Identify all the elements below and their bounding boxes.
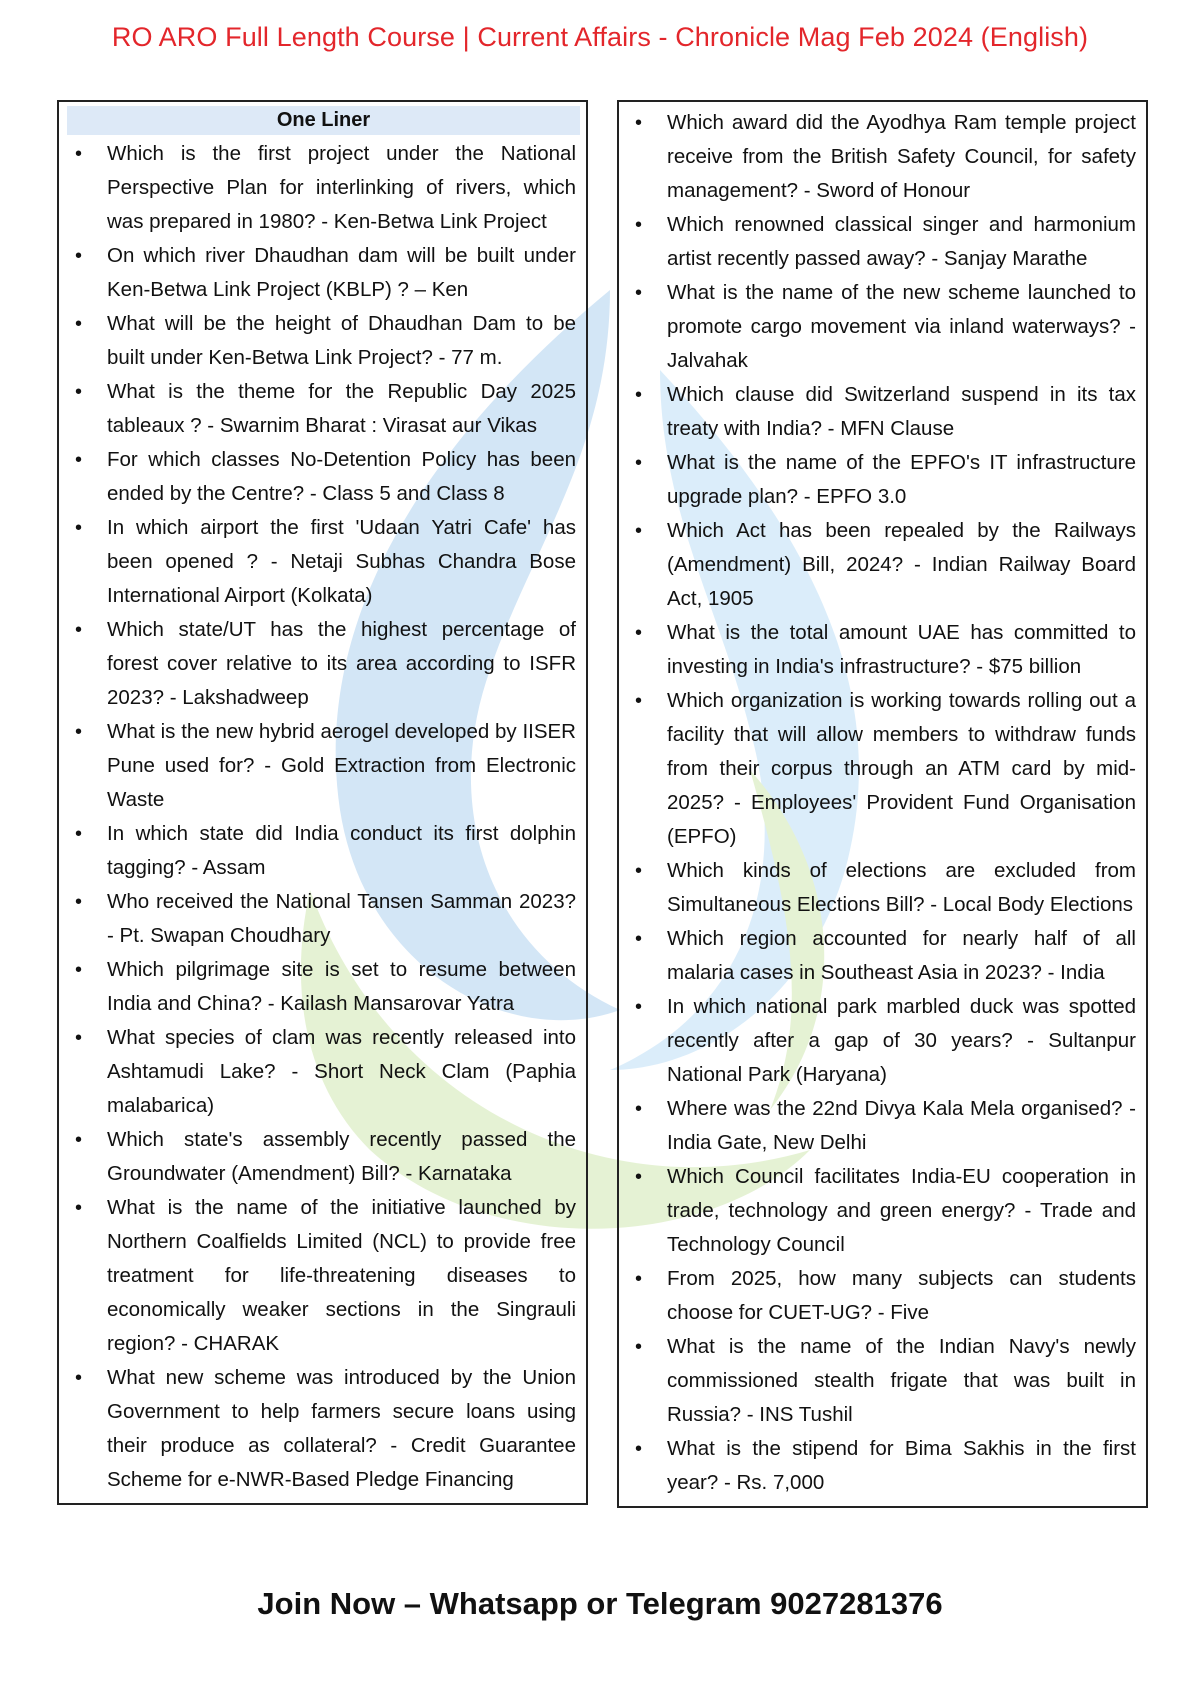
list-item: • What is the name of the initiative launched by Northern Coalfields Limited (NCL) to provide free treatment for life-threatening diseases to economically weaker sections in the Singrauli region? - CHARAK xyxy=(67,1191,576,1361)
list-item: • Which kinds of elections are excluded from Simultaneous Elections Bill? - Local Body Elections xyxy=(627,854,1136,922)
list-item: • Which award did the Ayodhya Ram temple project receive from the British Safety Council, for safety management? - Sword of Honour xyxy=(627,106,1136,208)
list-item: • Which region accounted for nearly half of all malaria cases in Southeast Asia in 2023? - India xyxy=(627,922,1136,990)
section-heading: One Liner xyxy=(67,106,580,135)
list-item: • Which is the first project under the National Perspective Plan for interlinking of rivers, which was prepared in 1980? - Ken-Betwa Link Project xyxy=(67,137,576,239)
list-item: • In which national park marbled duck was spotted recently after a gap of 30 years? - Sultanpur National Park (Haryana) xyxy=(627,990,1136,1092)
list-item: • Where was the 22nd Divya Kala Mela organised? - India Gate, New Delhi xyxy=(627,1092,1136,1160)
list-item: • What will be the height of Dhaudhan Dam to be built under Ken-Betwa Link Project? - 77 m. xyxy=(67,307,576,375)
list-item: • In which airport the first 'Udaan Yatri Cafe' has been opened ? - Netaji Subhas Chandra Bose International Airport (Kolkata) xyxy=(67,511,576,613)
list-item: • In which state did India conduct its first dolphin tagging? - Assam xyxy=(67,817,576,885)
page-title: RO ARO Full Length Course | Current Affairs - Chronicle Mag Feb 2024 (English) xyxy=(111,22,1089,52)
left-question-list xyxy=(67,137,576,1497)
left-column xyxy=(57,100,588,1505)
list-item: • On which river Dhaudhan dam will be built under Ken-Betwa Link Project (KBLP) ? – Ken xyxy=(67,239,576,307)
list-item: • What is the name of the EPFO's IT infrastructure upgrade plan? - EPFO 3.0 xyxy=(627,446,1136,514)
list-item: • Which Council facilitates India-EU cooperation in trade, technology and green energy? - Trade and Technology Council xyxy=(627,1160,1136,1262)
footer-contact: Join Now – Whatsapp or Telegram 9027281376 xyxy=(257,1586,943,1621)
list-item: • From 2025, how many subjects can students choose for CUET-UG? - Five xyxy=(627,1262,1136,1330)
list-item: • What is the new hybrid aerogel developed by IISER Pune used for? - Gold Extraction from Electronic Waste xyxy=(67,715,576,817)
list-item: • Who received the National Tansen Samman 2023? - Pt. Swapan Choudhary xyxy=(67,885,576,953)
list-item: • What is the stipend for Bima Sakhis in the first year? - Rs. 7,000 xyxy=(627,1432,1136,1500)
list-item: • Which renowned classical singer and harmonium artist recently passed away? - Sanjay Marathe xyxy=(627,208,1136,276)
right-question-list xyxy=(627,106,1136,1500)
list-item: • Which state/UT has the highest percentage of forest cover relative to its area according to ISFR 2023? - Lakshadweep xyxy=(67,613,576,715)
right-column xyxy=(617,100,1148,1508)
list-item: • What new scheme was introduced by the Union Government to help farmers secure loans using their produce as collateral? - Credit Guarantee Scheme for e-NWR-Based Pledge Financing xyxy=(67,1361,576,1497)
list-item: • What is the name of the Indian Navy's newly commissioned stealth frigate that was built in Russia? - INS Tushil xyxy=(627,1330,1136,1432)
list-item: • What is the total amount UAE has committed to investing in India's infrastructure? - $75 billion xyxy=(627,616,1136,684)
list-item: • Which organization is working towards rolling out a facility that will allow members to withdraw funds from their corpus through an ATM card by mid-2025? - Employees' Provident Fund Organisation (EPFO) xyxy=(627,684,1136,854)
list-item: • Which pilgrimage site is set to resume between India and China? - Kailash Mansarovar Yatra xyxy=(67,953,576,1021)
list-item: • Which clause did Switzerland suspend in its tax treaty with India? - MFN Clause xyxy=(627,378,1136,446)
list-item: • Which state's assembly recently passed the Groundwater (Amendment) Bill? - Karnataka xyxy=(67,1123,576,1191)
list-item: • Which Act has been repealed by the Railways (Amendment) Bill, 2024? - Indian Railway Board Act, 1905 xyxy=(627,514,1136,616)
list-item: • What species of clam was recently released into Ashtamudi Lake? - Short Neck Clam (Paphia malabarica) xyxy=(67,1021,576,1123)
list-item: • For which classes No-Detention Policy has been ended by the Centre? - Class 5 and Class 8 xyxy=(67,443,576,511)
list-item: • What is the theme for the Republic Day 2025 tableaux ? - Swarnim Bharat : Virasat aur Vikas xyxy=(67,375,576,443)
list-item: • What is the name of the new scheme launched to promote cargo movement via inland waterways? - Jalvahak xyxy=(627,276,1136,378)
